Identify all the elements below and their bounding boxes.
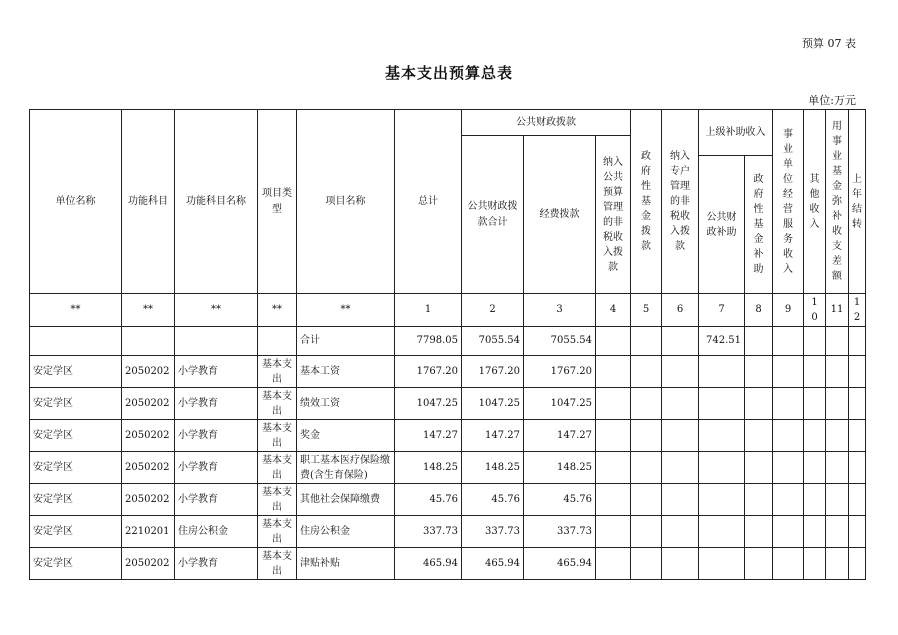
- header-superior-group: 上级补助收入: [699, 110, 773, 156]
- header-total: 总计: [395, 110, 462, 294]
- table-header: [30, 110, 866, 294]
- header-prev-carryover: 上年结转: [849, 110, 866, 294]
- cell-func-name: 小学教育: [175, 548, 258, 580]
- cell-item-name: 职工基本医疗保险缴费(含生育保险): [297, 452, 395, 484]
- cell-func-name: 小学教育: [175, 420, 258, 452]
- cell-item-name: 基本工资: [297, 356, 395, 388]
- total-funding: 7055.54: [524, 327, 596, 356]
- total-value: 7798.05: [395, 327, 462, 356]
- cell-empty: [662, 356, 699, 388]
- table-row: [30, 452, 866, 484]
- cell-empty: [662, 548, 699, 580]
- cell-empty: [699, 356, 745, 388]
- cell-empty: [631, 484, 662, 516]
- table-code: 预算 07 表: [802, 37, 856, 50]
- header-func-code: 功能科目: [122, 110, 175, 294]
- cell-total: 337.73: [395, 516, 462, 548]
- total-public: 7055.54: [462, 327, 524, 356]
- cell-func-name: 住房公积金: [175, 516, 258, 548]
- cell-public-total: 148.25: [462, 452, 524, 484]
- cell-empty: [662, 388, 699, 420]
- code-cell: 3: [524, 294, 596, 327]
- cell-empty: [699, 548, 745, 580]
- unit-label: 单位:万元: [808, 94, 856, 107]
- cell-empty: [745, 388, 773, 420]
- cell-empty: [773, 388, 804, 420]
- code-cell: **: [175, 294, 258, 327]
- cell-public-total: 1047.25: [462, 388, 524, 420]
- cell-unit: 安定学区: [30, 452, 122, 484]
- cell-funding: 337.73: [524, 516, 596, 548]
- cell-item-name: 绩效工资: [297, 388, 395, 420]
- cell-item-type: 基本支出: [258, 388, 297, 420]
- cell-funding: 147.27: [524, 420, 596, 452]
- code-cell: **: [122, 294, 175, 327]
- cell-empty: [804, 388, 826, 420]
- cell-empty: [596, 548, 631, 580]
- cell-empty: [804, 452, 826, 484]
- cell-func-code: 2050202: [122, 452, 175, 484]
- header-business-income: 事业单位经营服务收入: [773, 110, 804, 294]
- cell-empty: [745, 356, 773, 388]
- cell-empty: [773, 516, 804, 548]
- cell-empty: [662, 516, 699, 548]
- code-cell: 8: [745, 294, 773, 327]
- cell-empty: [849, 484, 866, 516]
- cell-empty: [596, 356, 631, 388]
- cell-func-name: 小学教育: [175, 356, 258, 388]
- total-superior-public: 742.51: [699, 327, 745, 356]
- cell-empty: [631, 388, 662, 420]
- cell-funding: 1767.20: [524, 356, 596, 388]
- cell-unit: 安定学区: [30, 356, 122, 388]
- cell-funding: 45.76: [524, 484, 596, 516]
- header-special-nontax: 纳入专户管理的非税收入拨款: [662, 110, 699, 294]
- cell-item-name: 住房公积金: [297, 516, 395, 548]
- header-fund-balance: 用事业基金弥补收支差额: [826, 110, 849, 294]
- cell-empty: [596, 484, 631, 516]
- cell-empty: [699, 484, 745, 516]
- code-cell: 5: [631, 294, 662, 327]
- cell-unit: 安定学区: [30, 484, 122, 516]
- cell-func-code: 2050202: [122, 420, 175, 452]
- code-cell: 11: [826, 294, 849, 327]
- cell-empty: [826, 420, 849, 452]
- table-row: [30, 548, 866, 580]
- cell-empty: [699, 388, 745, 420]
- cell-empty: [804, 548, 826, 580]
- data-rows: [30, 356, 866, 580]
- header-other-income: 其他收入: [804, 110, 826, 294]
- cell-empty: [773, 356, 804, 388]
- cell-empty: [849, 452, 866, 484]
- cell-empty: [773, 452, 804, 484]
- cell-empty: [773, 420, 804, 452]
- header-func-name: 功能科目名称: [175, 110, 258, 294]
- cell-unit: 安定学区: [30, 516, 122, 548]
- cell-func-code: 2050202: [122, 548, 175, 580]
- cell-func-name: 小学教育: [175, 388, 258, 420]
- code-cell: 7: [699, 294, 745, 327]
- cell-empty: [849, 420, 866, 452]
- cell-empty: [826, 356, 849, 388]
- cell-empty: [745, 548, 773, 580]
- cell-empty: [662, 420, 699, 452]
- cell-public-total: 45.76: [462, 484, 524, 516]
- cell-public-total: 337.73: [462, 516, 524, 548]
- cell-empty: [804, 356, 826, 388]
- cell-total: 148.25: [395, 452, 462, 484]
- header-superior-public: 公共财政补助: [699, 156, 745, 294]
- cell-empty: [699, 452, 745, 484]
- cell-empty: [826, 516, 849, 548]
- cell-empty: [773, 548, 804, 580]
- cell-funding: 1047.25: [524, 388, 596, 420]
- cell-empty: [804, 420, 826, 452]
- cell-unit: 安定学区: [30, 548, 122, 580]
- header-superior-gov-fund: 政府性基金补助: [745, 156, 773, 294]
- cell-func-code: 2050202: [122, 356, 175, 388]
- code-cell: **: [297, 294, 395, 327]
- header-public-group: 公共财政拨款: [462, 110, 631, 136]
- cell-empty: [804, 484, 826, 516]
- cell-empty: [804, 516, 826, 548]
- cell-total: 1767.20: [395, 356, 462, 388]
- header-funding: 经费拨款: [524, 136, 596, 294]
- cell-public-total: 465.94: [462, 548, 524, 580]
- cell-func-name: 小学教育: [175, 484, 258, 516]
- document-title: 基本支出预算总表: [384, 64, 513, 82]
- cell-empty: [773, 484, 804, 516]
- cell-empty: [662, 484, 699, 516]
- cell-empty: [596, 420, 631, 452]
- cell-item-type: 基本支出: [258, 516, 297, 548]
- cell-empty: [631, 548, 662, 580]
- cell-empty: [849, 356, 866, 388]
- cell-empty: [699, 516, 745, 548]
- header-public-total: 公共财政拨款合计: [462, 136, 524, 294]
- cell-empty: [596, 452, 631, 484]
- code-cell: 10: [804, 294, 826, 327]
- total-label: 合计: [297, 327, 395, 356]
- table-row: [30, 356, 866, 388]
- cell-func-code: 2050202: [122, 388, 175, 420]
- cell-empty: [849, 548, 866, 580]
- code-cell: 9: [773, 294, 804, 327]
- total-row: [30, 327, 866, 356]
- cell-empty: [826, 452, 849, 484]
- cell-total: 45.76: [395, 484, 462, 516]
- cell-empty: [826, 484, 849, 516]
- code-cell: **: [258, 294, 297, 327]
- cell-empty: [849, 388, 866, 420]
- cell-func-code: 2050202: [122, 484, 175, 516]
- cell-unit: 安定学区: [30, 388, 122, 420]
- header-nontax: 纳入公共预算管理的非税收入拨款: [596, 136, 631, 294]
- cell-empty: [745, 452, 773, 484]
- cell-item-type: 基本支出: [258, 420, 297, 452]
- budget-table: [29, 109, 866, 580]
- cell-public-total: 1767.20: [462, 356, 524, 388]
- table-row: [30, 420, 866, 452]
- code-cell: 12: [849, 294, 866, 327]
- cell-empty: [631, 516, 662, 548]
- table-row: [30, 484, 866, 516]
- cell-item-name: 其他社会保障缴费: [297, 484, 395, 516]
- cell-empty: [596, 516, 631, 548]
- cell-func-name: 小学教育: [175, 452, 258, 484]
- cell-item-name: 津贴补贴: [297, 548, 395, 580]
- cell-unit: 安定学区: [30, 420, 122, 452]
- cell-empty: [849, 516, 866, 548]
- cell-empty: [745, 516, 773, 548]
- cell-total: 147.27: [395, 420, 462, 452]
- cell-item-type: 基本支出: [258, 484, 297, 516]
- cell-total: 1047.25: [395, 388, 462, 420]
- code-cell: 1: [395, 294, 462, 327]
- table-row: [30, 388, 866, 420]
- header-item-type: 项目类型: [258, 110, 297, 294]
- cell-empty: [631, 356, 662, 388]
- cell-empty: [631, 420, 662, 452]
- cell-empty: [699, 420, 745, 452]
- code-cell: 2: [462, 294, 524, 327]
- cell-empty: [745, 420, 773, 452]
- code-cell: 4: [596, 294, 631, 327]
- cell-public-total: 147.27: [462, 420, 524, 452]
- code-cell: 6: [662, 294, 699, 327]
- cell-empty: [631, 452, 662, 484]
- cell-empty: [826, 388, 849, 420]
- cell-funding: 465.94: [524, 548, 596, 580]
- cell-item-name: 奖金: [297, 420, 395, 452]
- cell-item-type: 基本支出: [258, 452, 297, 484]
- table-row: [30, 516, 866, 548]
- cell-item-type: 基本支出: [258, 356, 297, 388]
- cell-empty: [662, 452, 699, 484]
- cell-empty: [826, 548, 849, 580]
- header-gov-fund: 政府性基金拨款: [631, 110, 662, 294]
- cell-funding: 148.25: [524, 452, 596, 484]
- cell-func-code: 2210201: [122, 516, 175, 548]
- cell-empty: [745, 484, 773, 516]
- code-cell: **: [30, 294, 122, 327]
- cell-total: 465.94: [395, 548, 462, 580]
- code-row: [30, 294, 866, 327]
- cell-empty: [596, 388, 631, 420]
- header-item-name: 项目名称: [297, 110, 395, 294]
- cell-item-type: 基本支出: [258, 548, 297, 580]
- header-unit-name: 单位名称: [30, 110, 122, 294]
